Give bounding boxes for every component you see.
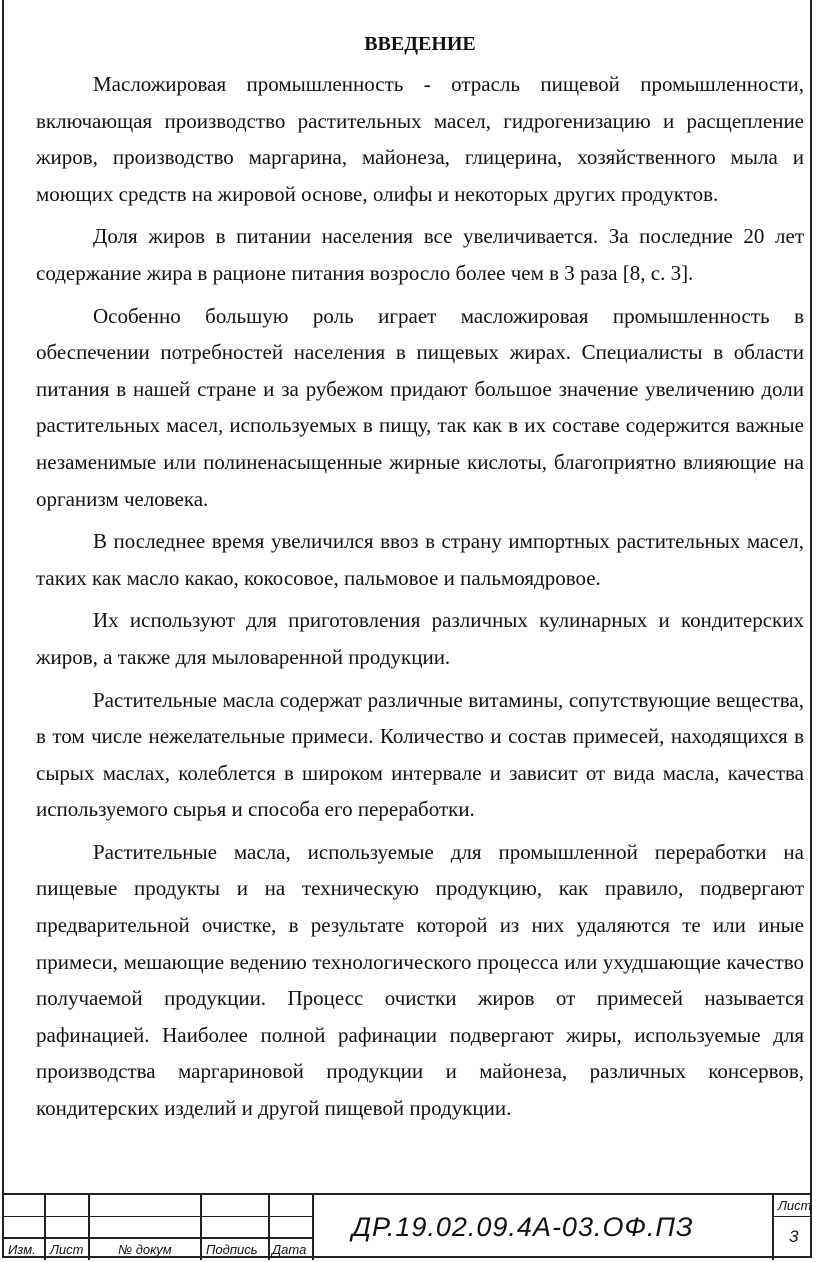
paragraph: В последнее время увеличился ввоз в страну импортных растительных масел, таких как масло какао, кокосовое, пальмовое и пальмоядровое. <box>36 529 804 590</box>
stamp-divider <box>772 1195 774 1260</box>
stamp-row-line <box>772 1216 810 1217</box>
sheet-number: 3 <box>789 1227 799 1246</box>
document-body <box>36 30 804 1133</box>
stamp-label-doc-no: № докум <box>118 1242 172 1257</box>
stamp-label-list: Лист <box>50 1242 84 1257</box>
paragraph: Масложировая промышленность - отрасль пищевой промышленности, включающая производство растительных масел, гидрогенизацию и расщепление жиров, производство маргарина, майонеза, глицерина, хозяйственного мыла и моющих средств на жировой основе, олифы и некоторых других продуктов. <box>36 72 804 206</box>
paragraph: Растительные масла, используемые для промышленной переработки на пищевые продукты и на техническую продукцию, как правило, подвергают предварительной очистке, в результате которой из них удаляются те или иные примеси, мешающие ведению технологического процесса или ухудшающие качество получаемой продукции. Процесс очистки жиров от примесей называется рафинацией. Наиболее полной рафинации подвергают жиры, используемые для производства маргариновой продукции и майонеза, различных консервов, кондитерских изделий и другой пищевой продукции. <box>36 839 804 1121</box>
stamp-divider <box>44 1195 46 1260</box>
sheet-label: Лист <box>778 1198 812 1213</box>
paragraph: Их используют для приготовления различных кулинарных и кондитерских жиров, а также для мыловаренной продукции. <box>36 608 804 669</box>
stamp-label-date: Дата <box>272 1242 307 1257</box>
paragraph: Растительные масла содержат различные витамины, сопутствующие вещества, в том числе нежелательные примеси. Количество и состав примесей, находящихся в сырых маслах, колеблется в широком интервале и зависит от вида масла, качества используемого сырья и способа его переработки. <box>36 687 804 822</box>
stamp-row-line <box>2 1237 312 1239</box>
paragraph: Доля жиров в питании населения все увеличивается. За последние 20 лет содержание жира в рационе питания возросло более чем в 3 раза [8, с. 3]. <box>36 224 804 285</box>
paragraph: Особенно большую роль играет масложировая промышленность в обеспечении потребностей населения в пищевых жирах. Специалисты в области питания в нашей стране и за рубежом придают большое значение увеличению доли растительных масел, используемых в пищу, так как в их составе содержится важные незаменимые или полиненасыщенные жирные кислоты, благоприятно влияющие на организм человека. <box>36 303 804 511</box>
stamp-divider <box>268 1195 270 1260</box>
document-title: ВВЕДЕНИЕ <box>364 33 476 55</box>
stamp-divider <box>200 1195 202 1260</box>
stamp-divider <box>312 1195 314 1260</box>
title-block-stamp <box>2 1193 812 1260</box>
stamp-divider <box>88 1195 90 1260</box>
stamp-label-izm: Изм. <box>8 1242 36 1257</box>
stamp-row-line <box>2 1216 312 1217</box>
stamp-label-signature: Подпись <box>206 1242 258 1257</box>
document-code: ДР.19.02.09.4А-03.ОФ.ПЗ <box>352 1212 694 1242</box>
